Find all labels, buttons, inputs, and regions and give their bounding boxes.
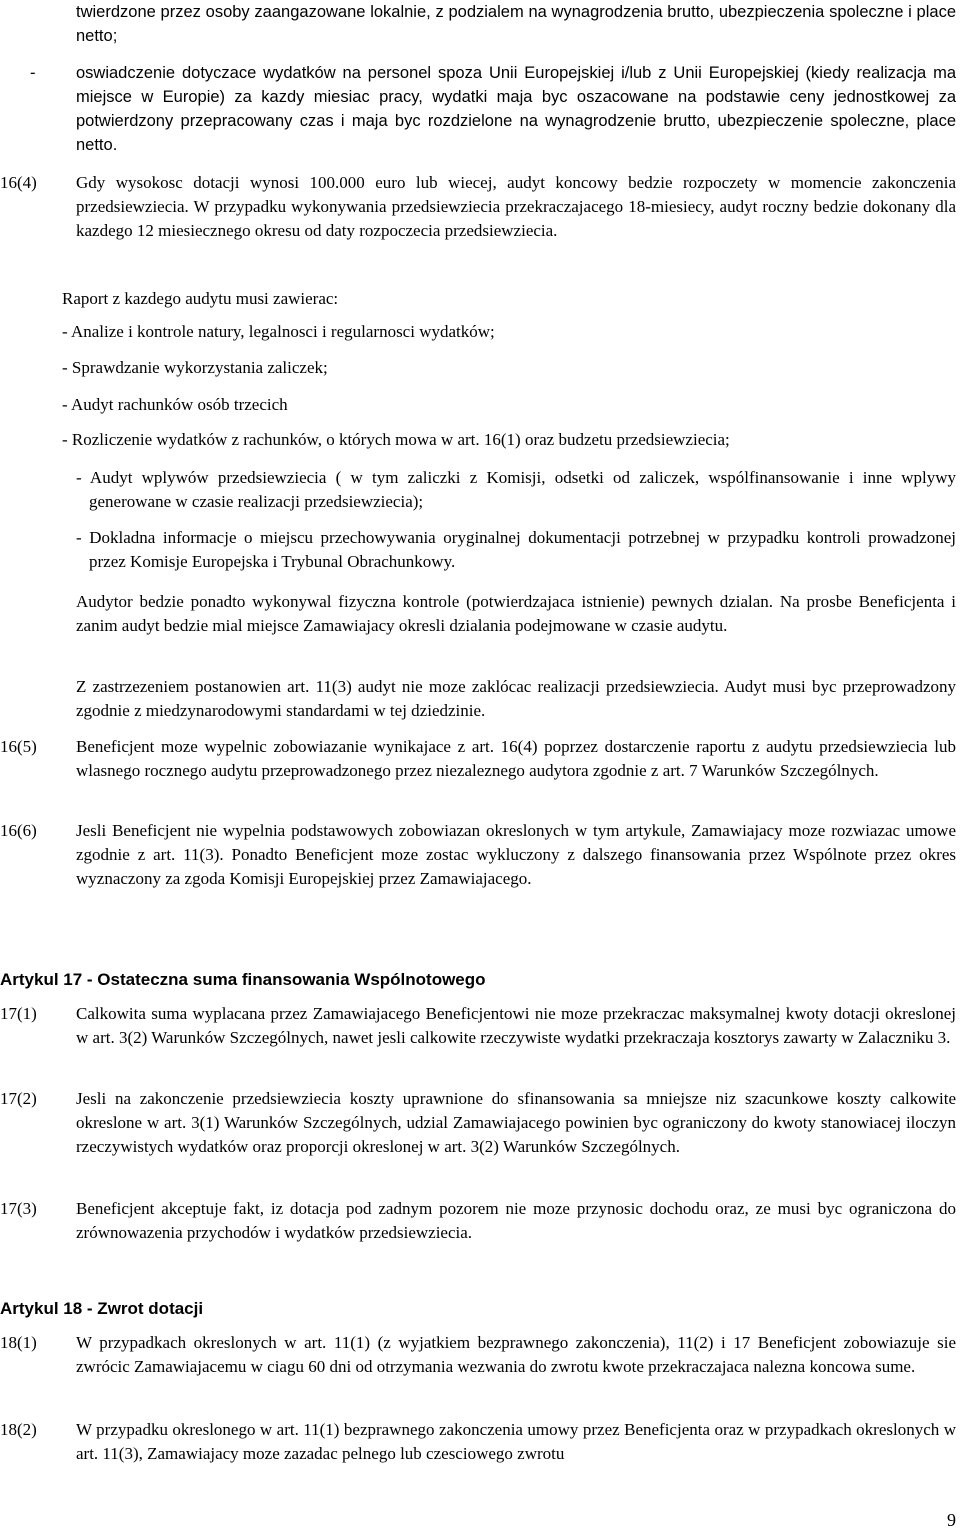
report-item (62, 393, 956, 417)
auditor-paragraph: Audytor bedzie ponadto wykonywal fizyczna kontrole (potwierdzajaca istnienie) pewnych dzialan. Na prosbe Beneficjenta i zanim audyt bedzie mial miejsce Zamawiajacy okresli dzialania podejmowane w czasie audytu. (76, 592, 956, 635)
report-item (76, 466, 956, 514)
clause-17-1 (0, 1002, 956, 1050)
clause-text: Calkowita suma wyplacana przez Zamawiajacego Beneficjentowi nie moze przekraczac maksymalnej kwoty dotacji okreslonej w art. 3(2) Warunków Szczególnych, nawet jesli calkowite rzeczywiste wydatki przekraczaja kosztorys zawarty w Zalaczniku 3. (76, 1004, 956, 1047)
clause-text: W przypadku okreslonego w art. 11(1) bezprawnego zakonczenia umowy przez Beneficjenta oraz w przypadkach okreslonych w art. 11(3), Zamawiajacy moze zazadac pelnego lub czesciowego zwrotu (76, 1420, 956, 1463)
clause-number: 17(3) (0, 1199, 37, 1218)
clause-17-3 (0, 1197, 956, 1245)
clause-18-1 (0, 1331, 956, 1379)
report-item-text: - Dokladna informacje o miejscu przechowywania oryginalnej dokumentacji potrzebnej w przypadku kontroli prowadzonej przez Komisje Europejska i Trybunal Obrachunkowy. (76, 528, 956, 571)
report-item (62, 320, 956, 344)
dash-list-item (30, 61, 956, 157)
reservation-paragraph: Z zastrzezeniem postanowien art. 11(3) audyt nie moze zaklócac realizacji przedsiewziecia. Audyt musi byc przeprowadzony zgodnie z miedzynarodowymi standardami w tej dziedzinie. (76, 677, 956, 720)
clause-text: Jesli Beneficjent nie wypelnia podstawowych zobowiazan okreslonych w tym artykule, Zamawiajacy moze rozwiazac umowe zgodnie z art. 11(3). Ponadto Beneficjent moze zostac wykluczony z dalszego finansowania przez Wspólnote przez okres wyznaczony za zgoda Komisji Europejskiej przez Zamawiajacego. (76, 821, 956, 888)
clause-number: 17(2) (0, 1089, 37, 1108)
clause-number: 16(6) (0, 821, 37, 840)
list-dash: - (30, 64, 36, 82)
report-item-text: - Audyt rachunków osób trzecich (62, 395, 288, 414)
report-item-text: - Sprawdzanie wykorzystania zaliczek; (62, 358, 328, 377)
report-item (76, 526, 956, 574)
page-number: 9 (947, 1510, 956, 1530)
clause-16-5 (0, 735, 956, 783)
clause-number: 17(1) (0, 1004, 37, 1023)
clause-17-2 (0, 1087, 956, 1159)
clause-text: Beneficjent moze wypelnic zobowiazanie wynikajace z art. 16(4) poprzez dostarczenie raportu z audytu przedsiewziecia lub wlasnego rocznego audytu przeprowadzonego przez niezaleznego audytora zgodnie z art. 7 Warunków Szczególnych. (76, 737, 956, 780)
clause-text: Beneficjent akceptuje fakt, iz dotacja pod zadnym pozorem nie moze przynosic dochodu oraz, ze musi byc ograniczona do zrównowazenia przychodów i wydatków przedsiewziecia. (76, 1199, 956, 1242)
clause-number: 16(5) (0, 737, 37, 756)
report-item (62, 428, 956, 452)
report-item (62, 356, 956, 380)
report-item-text: - Audyt wplywów przedsiewziecia ( w tym zaliczki z Komisji, odsetki od zaliczek, wspólfinansowanie i inne wplywy generowane w czasie realizacji przedsiewziecia); (76, 468, 956, 511)
clause-number: 16(4) (0, 173, 37, 192)
clause-text: Jesli na zakonczenie przedsiewziecia koszty uprawnione do sfinansowania sa mniejsze niz szacunkowe koszty calkowite okreslone w art. 3(1) Warunków Szczególnych, udzial Zamawiajacego powinien byc ograniczony do kwoty stanowiacej iloczyn rzeczywistych wydatków oraz proporcji okreslonej w art. 3(2) Warunków Szczególnych. (76, 1089, 956, 1156)
report-item-text: - Analize i kontrole natury, legalnosci i regularnosci wydatków; (62, 322, 495, 341)
clause-16-4 (0, 171, 956, 243)
clause-number: 18(2) (0, 1420, 37, 1439)
clause-number: 18(1) (0, 1333, 37, 1352)
report-intro: Raport z kazdego audytu musi zawierac: (62, 289, 339, 308)
list-item-text: oswiadczenie dotyczace wydatków na personel spoza Unii Europejskiej i/lub z Unii Europejskiej (kiedy realizacja ma miejsce w Europie) za kazdy miesiac pracy, wydatki maja byc oszacowane na podstawie ceny jednostkowej za potwierdzony przepracowany czas i maja byc rozdzielone na wynagrodzenie brutto, ubezpieczenie spoleczne, place netto. (76, 64, 956, 154)
clause-16-6 (0, 819, 956, 891)
continuation-paragraph: twierdzone przez osoby zaangazowane lokalnie, z podzialem na wynagrodzenia brutto, ubezpieczenia spoleczne i place netto; (76, 3, 956, 45)
clause-text: Gdy wysokosc dotacji wynosi 100.000 euro lub wiecej, audyt koncowy bedzie rozpoczety w momencie zakonczenia przedsiewziecia. W przypadku wykonywania przedsiewziecia przekraczajacego 18-miesiecy, audyt roczny bedzie dokonany dla kazdego 12 miesiecznego okresu od daty rozpoczecia przedsiewziecia. (76, 173, 956, 240)
article-18-heading: Artykul 18 - Zwrot dotacji (0, 1299, 204, 1318)
article-17-heading: Artykul 17 - Ostateczna suma finansowania Wspólnotowego (0, 970, 486, 989)
clause-18-2 (0, 1418, 956, 1466)
clause-text: W przypadkach okreslonych w art. 11(1) (z wyjatkiem bezprawnego zakonczenia), 11(2) i 17 Beneficjent zobowiazuje sie zwrócic Zamawiajacemu w ciagu 60 dni od otrzymania wezwania do zwrotu kwote przekraczajaca nalezna koncowa sume. (76, 1333, 956, 1376)
report-item-text: - Rozliczenie wydatków z rachunków, o których mowa w art. 16(1) oraz budzetu przedsiewziecia; (62, 430, 730, 449)
